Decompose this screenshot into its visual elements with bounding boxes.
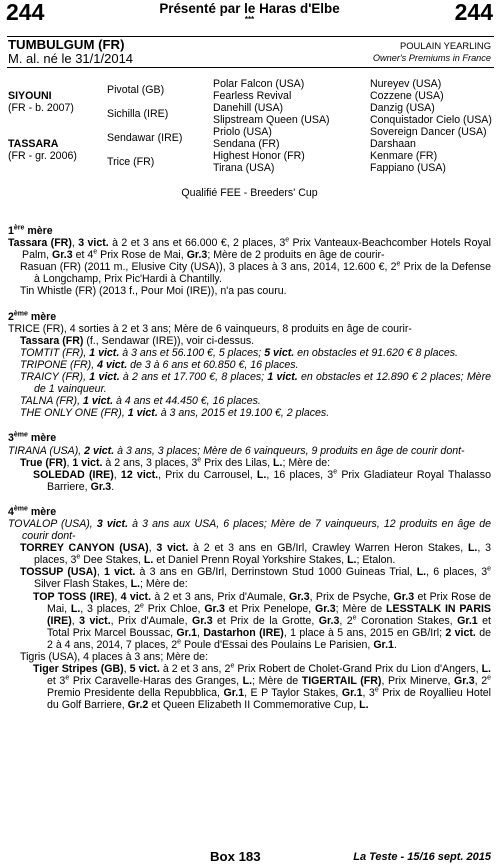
- horse-details: M. al. né le 31/1/2014: [8, 51, 134, 66]
- pedigree-gen3: Highest Honor (FR): [213, 150, 305, 162]
- produce-entry: Tassara (FR) (f., Sendawar (IRE)), voir ci-dessus.: [20, 334, 255, 347]
- granddam-record: TRICE (FR), 4 sorties à 2 et 3 ans; Mère de 6 vainqueurs, 8 produits en âge de courir-: [8, 322, 412, 335]
- sire-name: SIYOUNI: [8, 90, 52, 102]
- pedigree-gen4: Nureyev (USA): [370, 78, 442, 90]
- pedigree-gen3: Danehill (USA): [213, 102, 284, 114]
- produce-entry: TORREY CANYON (USA), 3 vict. à 2 et 3 ans en GB/Irl, Crawley Warren Heron Stakes, L., 3 places, 3e Dee Stakes, L. et Daniel Prenn Royal Yorkshire Stakes, L.; Etalon.: [20, 542, 491, 567]
- produce-entry: Tigris (USA), 4 places à 3 ans; Mère de:: [20, 651, 209, 663]
- pedigree-gen2: Pivotal (GB): [107, 84, 165, 96]
- pedigree-gen4: Cozzene (USA): [370, 90, 444, 102]
- section-heading-2: 2ème mère: [8, 310, 57, 323]
- pedigree-gen4: Darshaan: [370, 138, 416, 150]
- pedigree-gen4: Sovereign Dancer (USA): [370, 126, 487, 138]
- produce-entry: Tiger Stripes (GB), 5 vict. à 2 et 3 ans, 2e Prix Robert de Cholet-Grand Prix du Lion d'Angers, L. et 3e Prix Caravelle-Haras des Granges, L.; Mère de TIGERTAIL (FR), Prix Minerve, Gr.3, 2e Premio Presidente della Repubblica, Gr.1, E P Taylor Stakes, Gr.1, 3e Prix de Royallieu Hotel du Golf Barriere, Gr.2 et Queen Elizabeth II Commemorative Cup, L.: [33, 662, 492, 712]
- pedigree-gen4: Danzig (USA): [370, 102, 435, 114]
- produce-entry: SOLEDAD (IRE), 12 vict., Prix du Carrousel, L., 16 places, 3e Prix Gladiateur Royal Thalasso Barriere, Gr.3.: [33, 468, 492, 493]
- produce-entry: True (FR), 1 vict. à 2 ans, 3 places, 3e Prix des Lilas, L.; Mère de:: [20, 456, 331, 469]
- fourth-dam-record: TOVALOP (USA), 3 vict. à 3 ans aux USA, 6 places; Mère de 7 vainqueurs, 12 produits en âge de courir dont-: [8, 517, 491, 543]
- lot-number-left: 244: [6, 0, 45, 25]
- pedigree-gen3: Polar Falcon (USA): [213, 78, 305, 90]
- produce-entry: TALNA (FR), 1 vict. à 4 ans et 44.450 €, 16 places.: [20, 395, 261, 408]
- produce-entry: Tin Whistle (FR) (2013 f., Pour Moi (IRE)), n'a pas couru.: [20, 285, 287, 298]
- section-heading-3: 3ème mère: [8, 431, 57, 445]
- produce-entry: TOP TOSS (IRE), 4 vict. à 2 et 3 ans, Prix d'Aumale, Gr.3, Prix de Psyche, Gr.3 et Prix Rose de Mai, L., 3 places, 2e Prix Chloe, Gr.3 et Prix Penelope, Gr.3; Mère de LESSTALK IN PARIS (IRE), 3 vict., Prix d'Aumale, Gr.3 et Prix de la Grotte, Gr.3, 2e Coronation Stakes, Gr.1 et Total Prix Marcel Boussac, Gr.1, Dastarhon (IRE), 1 place à 5 ans, 2015 en GB/Irl; 2 vict. de 2 à 4 ans, 2014, 7 places, 2e Poule d'Essai des Poulains Le Parisien, Gr.1.: [33, 590, 491, 651]
- section-heading-1: 1ère mère: [8, 224, 53, 237]
- premiums-note: Owner's Premiums in France: [372, 53, 491, 63]
- produce-record: [8, 212, 491, 711]
- produce-entry: Rasuan (FR) (2011 m., Elusive City (USA)), 3 places à 3 ans, 2014, 12.600 €, 2e Prix de la Defense à Longchamp, Prix Pic'Hardi à Chantilly.: [20, 260, 491, 286]
- qualification: Qualifié FEE - Breeders' Cup: [181, 187, 318, 199]
- dam-info: (FR - gr. 2006): [8, 150, 77, 162]
- pedigree-gen2: Trice (FR): [107, 156, 155, 168]
- stars: ***: [244, 15, 255, 24]
- pedigree-gen4: Conquistador Cielo (USA): [370, 114, 492, 126]
- produce-entry: TRAICY (FR), 1 vict. à 2 ans et 17.700 €, 8 places; 1 vict. en obstacles et 12.890 € 2 places; Mère de 1 vainqueur.: [20, 371, 491, 396]
- horse-status: POULAIN YEARLING: [399, 40, 491, 51]
- footer-place-date: La Teste - 15/16 sept. 2015: [353, 851, 491, 863]
- presenter: Présenté par le Haras d'Elbe: [159, 1, 340, 16]
- section-heading-4: 4ème mère: [8, 505, 57, 518]
- dam-name: TASSARA: [8, 138, 59, 150]
- sire-info: (FR - b. 2007): [8, 102, 74, 114]
- pedigree-gen4: Kenmare (FR): [370, 150, 438, 162]
- produce-entry: THE ONLY ONE (FR), 1 vict. à 3 ans, 2015 et 19.100 €, 2 places.: [20, 407, 330, 420]
- pedigree-gen3: Sendana (FR): [213, 138, 280, 150]
- horse-name: TUMBULGUM (FR): [8, 37, 125, 52]
- produce-entry: TOMTIT (FR), 1 vict. à 3 ans et 56.100 €, 5 places; 5 vict. en obstacles et 91.620 € 8 places.: [20, 346, 458, 359]
- produce-entry: TRIPONE (FR), 4 vict. de 3 à 6 ans et 60.850 €, 16 places.: [20, 358, 299, 371]
- pedigree-gen3: Priolo (USA): [213, 126, 272, 138]
- pedigree-gen2: Sendawar (IRE): [107, 132, 183, 144]
- pedigree-gen3: Tirana (USA): [213, 162, 275, 174]
- pedigree-divider: [7, 67, 494, 68]
- lot-number-right: 244: [454, 0, 493, 25]
- pedigree-gen2: Sichilla (IRE): [107, 108, 169, 120]
- dam-record: Tassara (FR), 3 vict. à 2 et 3 ans et 66.000 €, 2 places, 3e Prix Vanteaux-Beachcomber Hotels Royal Palm, Gr.3 et 4e Prix Rose de Mai, Gr.3; Mère de 2 produits en âge de courir-: [8, 236, 491, 262]
- pedigree-gen4: Fappiano (USA): [370, 162, 446, 174]
- pedigree-gen3: Slipstream Queen (USA): [213, 114, 330, 126]
- produce-entry: TOSSUP (USA), 1 vict. à 3 ans en GB/Irl, Derrinstown Stud 1000 Guineas Trial, L., 6 places, 3e Silver Flash Stakes, L.; Mère de:: [20, 565, 491, 591]
- third-dam-record: TIRANA (USA), 2 vict. à 3 ans, 3 places; Mère de 6 vainqueurs, 9 produits en âge de courir dont-: [8, 444, 465, 457]
- pedigree-gen3: Fearless Revival: [213, 90, 292, 102]
- footer-box-number: Box 183: [210, 849, 261, 864]
